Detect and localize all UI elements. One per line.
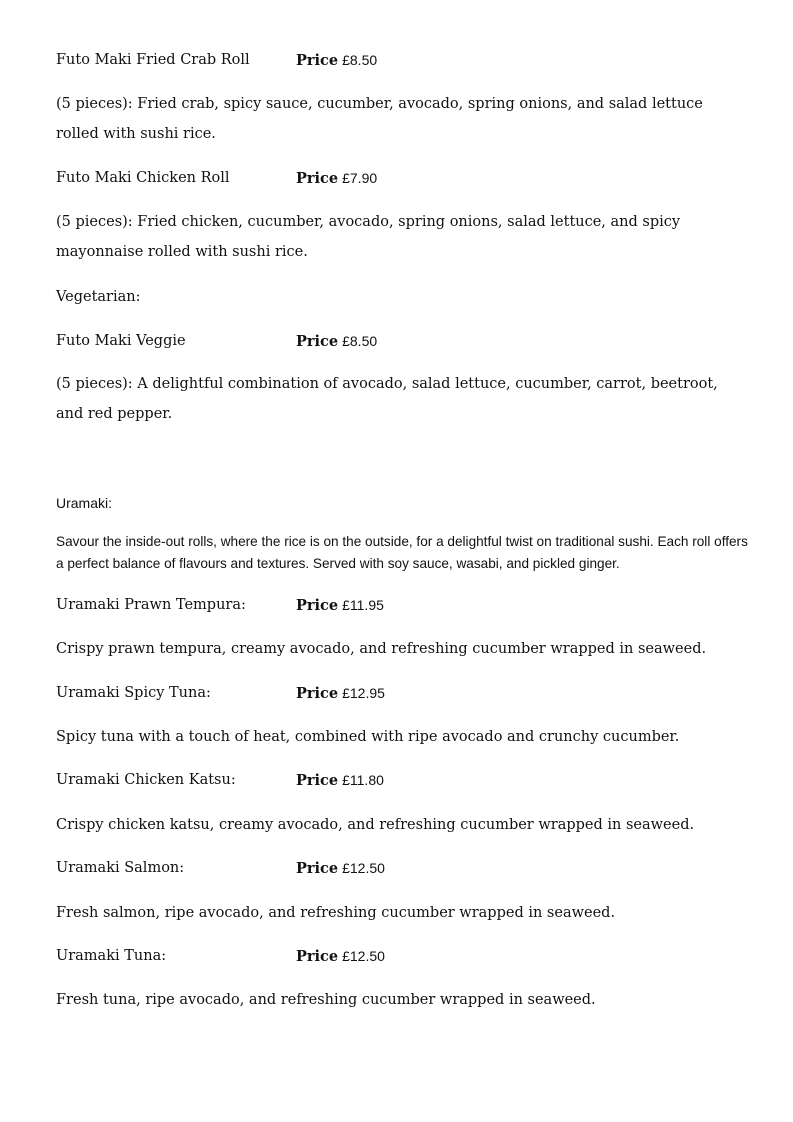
item-description: (5 pieces): Fried crab, spicy sauce, cucumber, avocado, spring onions, and salad lettuce rolled with sushi rice. [56,96,703,142]
item-name: Uramaki Spicy Tuna: [56,685,211,701]
vegetarian-heading: Vegetarian: [56,289,141,305]
price-label: Price [296,685,339,702]
item-price [296,947,385,966]
item-price [296,859,385,878]
item-price [296,332,377,351]
item-description: Crispy prawn tempura, creamy avocado, and refreshing cucumber wrapped in seaweed. [56,641,707,657]
item-name: Futo Maki Fried Crab Roll [56,52,250,68]
price-value: £7.90 [342,170,378,186]
menu-item-title [56,859,385,877]
item-description: Crispy chicken katsu, creamy avocado, and refreshing cucumber wrapped in seaweed. [56,817,695,833]
item-name: Uramaki Chicken Katsu: [56,772,236,788]
item-price [296,771,384,790]
price-label: Price [296,860,339,877]
price-value: £8.50 [342,52,378,68]
item-description: (5 pieces): A delightful combination of avocado, salad lettuce, cucumber, carrot, beetroot, and red pepper. [56,376,718,422]
menu-item-title [56,947,385,965]
item-name: Uramaki Salmon: [56,860,185,876]
menu-item-title [56,169,378,187]
price-value: £12.50 [342,948,385,964]
menu-item-title [56,51,378,69]
menu-item-title [56,596,384,614]
price-value: £8.50 [342,333,378,349]
item-price [296,169,377,188]
item-description: (5 pieces): Fried chicken, cucumber, avocado, spring onions, salad lettuce, and spicy mayonnaise rolled with sushi rice. [56,214,681,260]
menu-item-title [56,332,378,350]
item-name: Uramaki Prawn Tempura: [56,597,246,613]
item-description: Fresh tuna, ripe avocado, and refreshing cucumber wrapped in seaweed. [56,992,596,1008]
item-price [296,684,385,703]
price-label: Price [296,772,339,789]
menu-item-title [56,684,385,702]
item-name: Futo Maki Veggie [56,333,186,349]
price-label: Price [296,333,339,350]
price-label: Price [296,52,339,69]
price-label: Price [296,948,339,965]
item-price [296,596,384,615]
uramaki-heading: Uramaki: [56,495,113,511]
item-price [296,51,377,70]
price-value: £12.95 [342,685,385,701]
price-value: £11.95 [342,597,384,613]
item-name: Uramaki Tuna: [56,948,167,964]
price-value: £12.50 [342,860,385,876]
price-value: £11.80 [342,772,384,788]
item-name: Futo Maki Chicken Roll [56,170,230,186]
item-description: Fresh salmon, ripe avocado, and refreshing cucumber wrapped in seaweed. [56,905,616,921]
uramaki-intro: Savour the inside-out rolls, where the rice is on the outside, for a delightful twist on traditional sushi. Each roll offers a perfect balance of flavours and textures. Served with soy sauce, wasabi, and pickled ginger. [56,534,748,571]
price-label: Price [296,170,339,187]
item-description: Spicy tuna with a touch of heat, combined with ripe avocado and crunchy cucumber. [56,729,680,745]
price-label: Price [296,597,339,614]
menu-item-title [56,771,384,789]
